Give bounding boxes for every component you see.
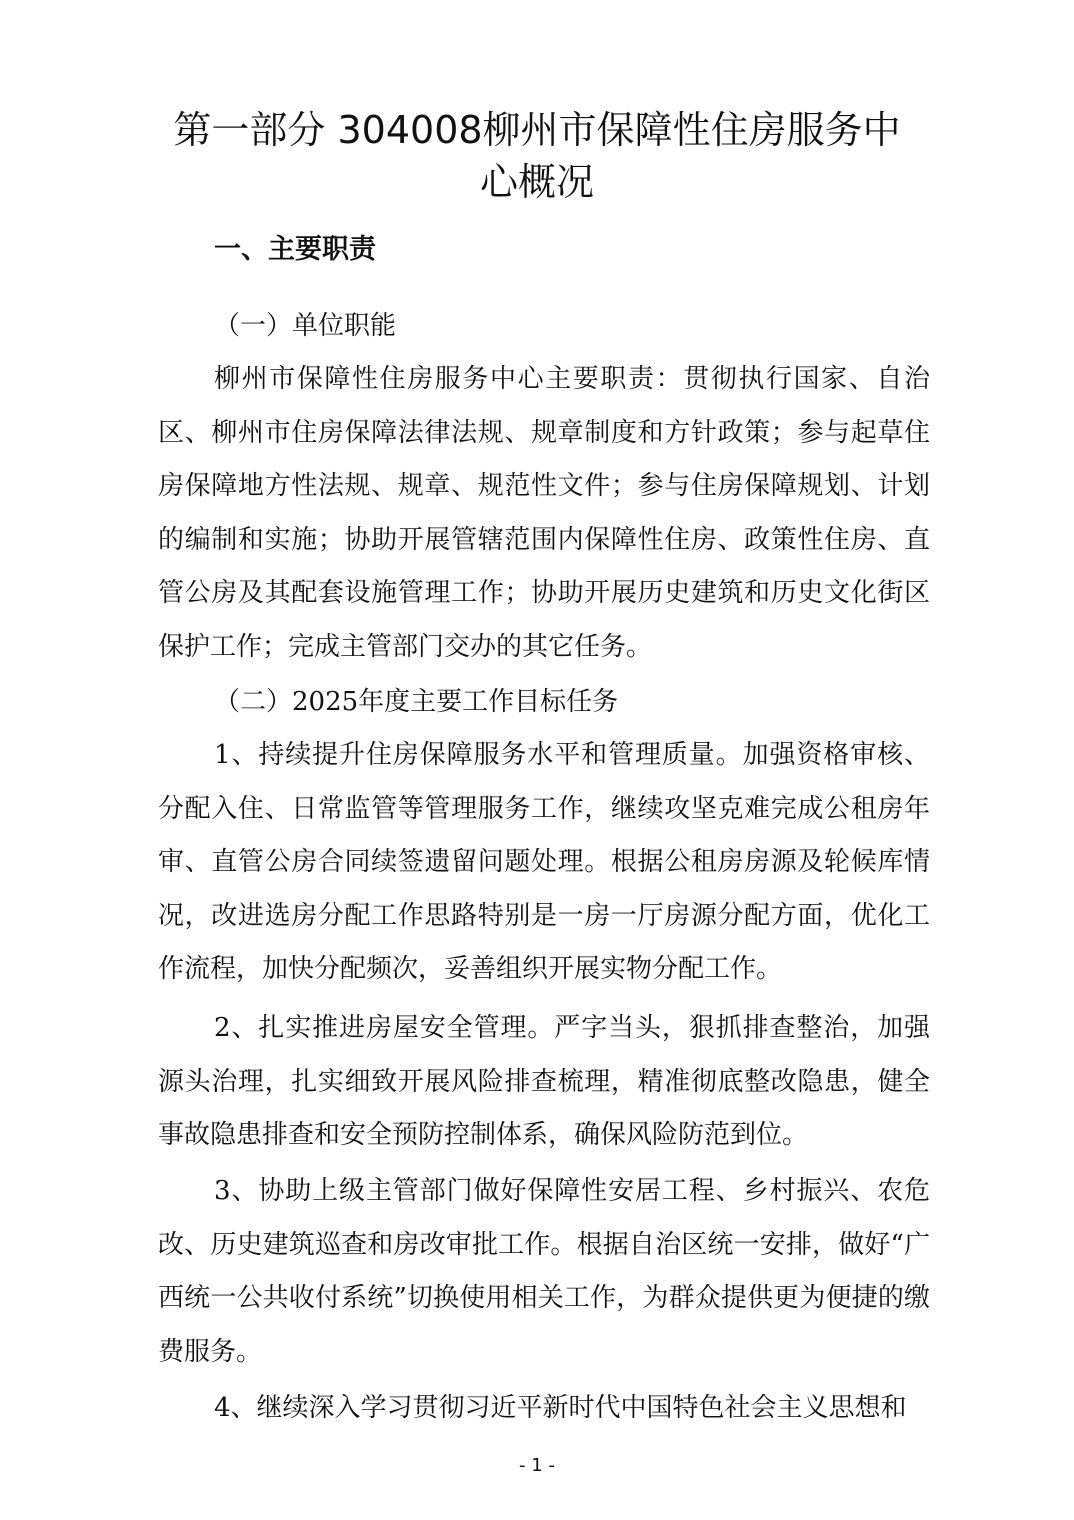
page-number: - 1 - [519, 1455, 555, 1476]
page-title-line-1: 第一部分 304008柳州市保障性住房服务中 [173, 108, 901, 152]
paragraph-task-3: 3、协助上级主管部门做好保障性安居工程、乡村振兴、农危改、历史建筑巡查和房改审批工作。根据自治区统一安排，做好“广西统一公共收付系统”切换使用相关工作，为群众提供更为便捷的缴费服务。 [158, 1176, 930, 1367]
subheading-annual-targets: （二）2025年度主要工作目标任务 [214, 687, 619, 717]
paragraph-task-4: 4、继续深入学习贯彻习近平新时代中国特色社会主义思想和 [214, 1393, 907, 1423]
paragraph-task-1: 1、持续提升住房保障服务水平和管理质量。加强资格审核、分配入住、日常监管等管理服务工作，继续攻坚克难完成公租房年审、直管公房合同续签遗留问题处理。根据公租房房源及轮候库情况，改进选房分配工作思路特别是一房一厅房源分配方面，优化工作流程，加快分配频次，妥善组织开展实物分配工作。 [158, 740, 930, 984]
subheading-unit-functions: （一）单位职能 [214, 311, 397, 341]
paragraph-task-2: 2、扎实推进房屋安全管理。严字当头，狠抓排查整治，加强源头治理，扎实细致开展风险排查梳理，精准彻底整改隐患，健全事故隐患排查和安全预防控制体系，确保风险防范到位。 [158, 1013, 930, 1150]
page-title [150, 104, 924, 208]
paragraph-unit-functions: 柳州市保障性住房服务中心主要职责：贯彻执行国家、自治区、柳州市住房保障法律法规、规章制度和方针政策；参与起草住房保障地方性法规、规章、规范性文件；参与住房保障规划、计划的编制和实施；协助开展管辖范围内保障性住房、政策性住房、直管公房及其配套设施管理工作；协助开展历史建筑和历史文化街区保护工作；完成主管部门交办的其它任务。 [158, 364, 930, 662]
section-heading-main-duties: 一、主要职责 [214, 234, 376, 265]
page-title-line-2: 心概况 [479, 160, 594, 204]
